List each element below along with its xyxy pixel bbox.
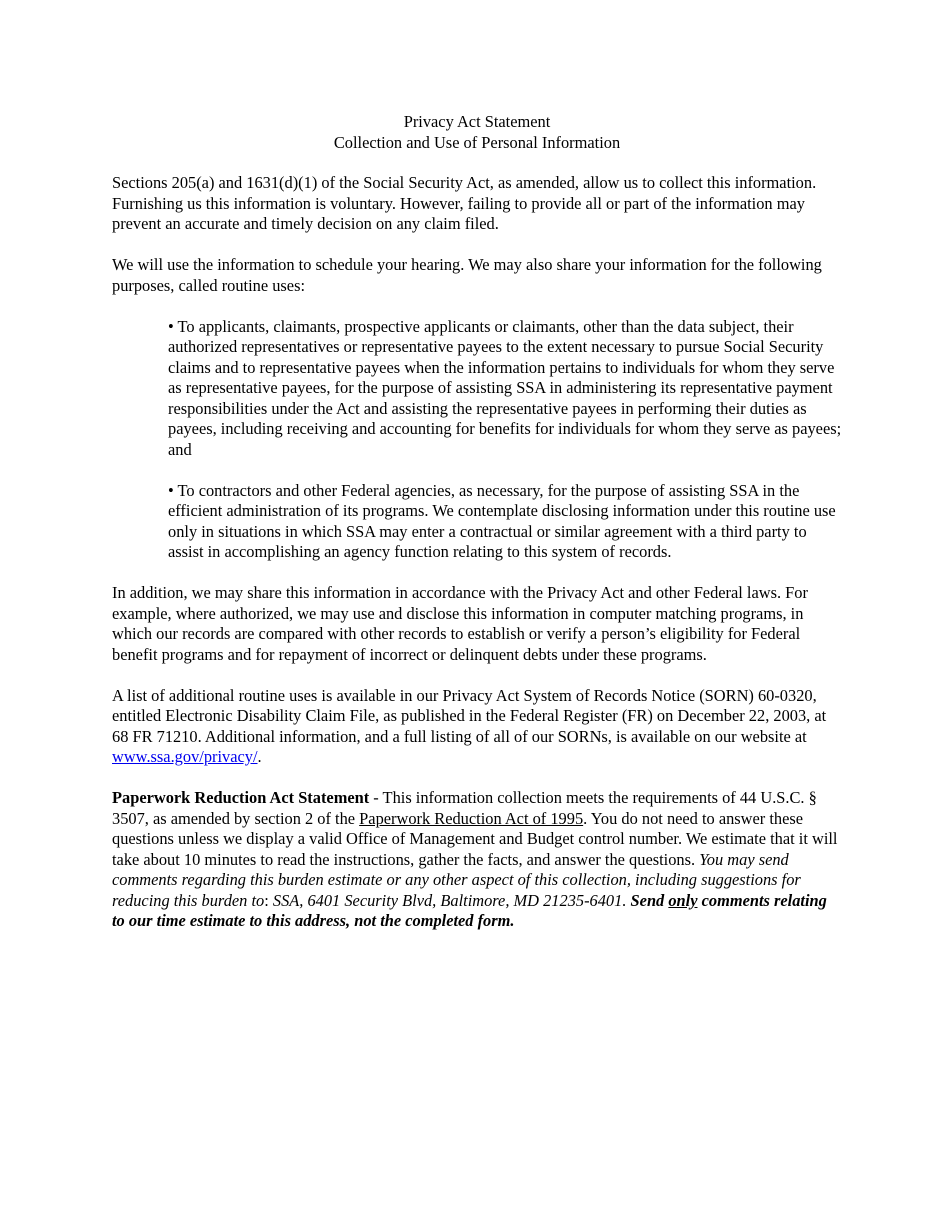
paperwork-act-name: Paperwork Reduction Act of 1995 (359, 808, 584, 828)
sorn-end: . (257, 747, 262, 766)
privacy-act-document (112, 111, 842, 952)
send-notice-start: Send (630, 890, 669, 910)
paperwork-reduction-paragraph (112, 788, 842, 932)
authority-paragraph: Sections 205(a) and 1631(d)(1) of the Social Security Act, as amended, allow us to collect this information. Furnishing us this information is voluntary. However, failing to provide all or part of the information may prevent an accurate and timely decision on any claim filed. (112, 173, 817, 233)
send-notice-only: only (668, 890, 698, 910)
privacy-website-link[interactable]: www.ssa.gov/privacy/ (112, 747, 258, 766)
purpose-paragraph: We will use the information to schedule your hearing. We may also share your information for the following purposes, called routine uses: (112, 255, 822, 295)
routine-use-bullet-2: • To contractors and other Federal agencies, as necessary, for the purpose of assisting SSA in the efficient administration of its programs. We contemplate disclosing information under this routine use only in situations in which SSA may enter a contractual or similar agreement with a third party to assist in accomplishing an agency function relating to this system of records. (168, 480, 836, 561)
comments-instruction: You may send comments regarding this burden estimate or any other aspect of this collection, including suggestions for reducing this burden to (112, 849, 801, 910)
document-title: Privacy Act Statement (403, 112, 551, 131)
routine-use-bullet-1: • To applicants, claimants, prospective applicants or claimants, other than the data subject, their authorized representatives or representative payees to the extent necessary to pursue Social Security claims and to representative payees when the information pertains to individuals for whom they serve as representative payees, for the purpose of assisting SSA in administering its representative payment responsibilities under the Act and assisting the representative payees in performing their duties as payees, including receiving and accounting for benefits for individuals for whom they serve as payees; and (168, 316, 842, 459)
paperwork-text-2: . You do not need to answer these questions unless we display a valid Office of Management and Budget control number. We estimate that it will take about 10 minutes to read the instructions, gather the facts, and answer the questions. (112, 808, 838, 869)
paperwork-heading: Paperwork Reduction Act Statement (112, 788, 370, 807)
send-notice-end: comments relating to our time estimate to this address, not the completed form. (112, 890, 827, 930)
document-title-block (112, 111, 842, 153)
ssa-mailing-address: SSA, 6401 Security Blvd, Baltimore, MD 21235-6401. (272, 890, 627, 910)
document-subtitle: Collection and Use of Personal Information (333, 133, 621, 152)
additional-sharing-paragraph: In addition, we may share this information in accordance with the Privacy Act and other Federal laws. For example, where authorized, we may use and disclose this information in computer matching programs, in which our records are compared with other records to establish or verify a person’s eligibility for Federal benefit programs and for repayment of incorrect or delinquent debts under these programs. (112, 583, 808, 664)
paperwork-text-1: - This information collection meets the requirements of 44 U.S.C. § 3507, as amended by section 2 of the (112, 788, 817, 828)
sorn-paragraph (112, 686, 842, 768)
comments-colon: : (264, 890, 273, 910)
sorn-text: A list of additional routine uses is available in our Privacy Act System of Records Notice (SORN) 60-0320, entitled Electronic Disability Claim File, as published in the Federal Register (FR) on December 22, 2003, at 68 FR 71210. Additional information, and a full listing of all of our SORNs, is available on our website at (112, 685, 827, 746)
